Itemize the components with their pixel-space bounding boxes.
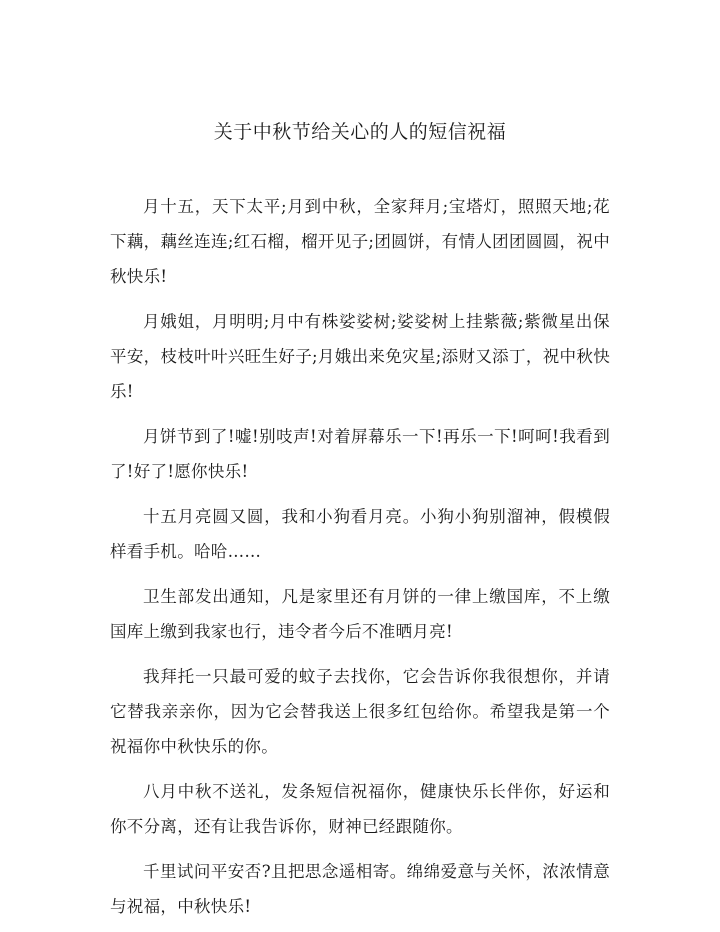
document-title: 关于中秋节给关心的人的短信祝福 — [213, 121, 507, 143]
paragraph: 千里试问平安否?且把思念遥相寄。绵绵爱意与关怀，浓浓情意与祝福，中秋快乐! — [110, 862, 610, 916]
document-body — [110, 189, 610, 924]
paragraph: 月十五，天下太平;月到中秋，全家拜月;宝塔灯，照照天地;花下藕，藕丝连连;红石榴，榴开见子;团圆饼，有情人团团圆圆，祝中秋快乐! — [110, 197, 610, 286]
paragraph: 月娥姐，月明明;月中有株娑娑树;娑娑树上挂紫薇;紫微星出保平安，枝枝叶叶兴旺生好子;月娥出来免灾星;添财又添丁，祝中秋快乐! — [110, 312, 610, 401]
paragraph: 月饼节到了!嘘!别吱声!对着屏幕乐一下!再乐一下!呵呵!我看到了!好了!愿你快乐! — [110, 427, 610, 481]
paragraph: 十五月亮圆又圆，我和小狗看月亮。小狗小狗别溜神，假模假样看手机。哈哈…… — [110, 507, 610, 561]
paragraph: 我拜托一只最可爱的蚊子去找你，它会告诉你我很想你，并请它替我亲亲你，因为它会替我送上很多红包给你。希望我是第一个祝福你中秋快乐的你。 — [110, 667, 610, 756]
paragraph: 卫生部发出通知，凡是家里还有月饼的一律上缴国库，不上缴国库上缴到我家也行，违令者今后不准晒月亮! — [110, 587, 610, 641]
paragraph: 八月中秋不送礼，发条短信祝福你，健康快乐长伴你，好运和你不分离，还有让我告诉你，财神已经跟随你。 — [110, 782, 610, 836]
